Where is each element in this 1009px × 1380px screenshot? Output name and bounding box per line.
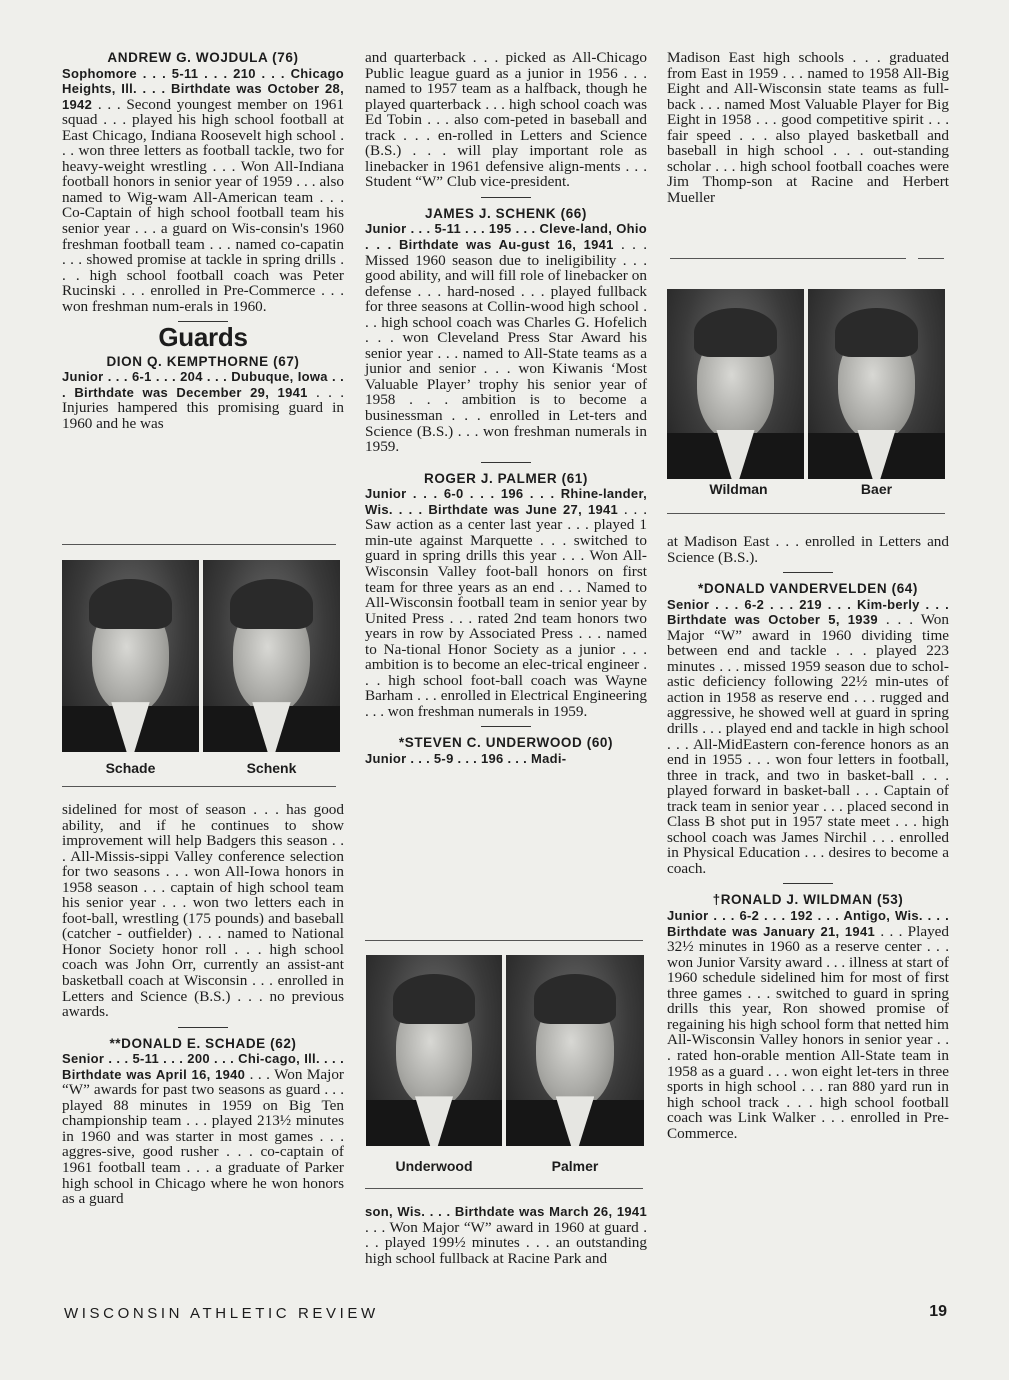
player-text-wildman: . . . Played 32½ minutes in 1960 as a reserve center . . . won Junior Varsity award . . . illness at start of 1960 schedule sidelined him for most of first three games . . . switched to guard in spring drills this year, Ron showed promise of regaining his high school form that netted him All-Wisconsin Valley honors in senior year . . . rated hon-orable mention All-State team in 1958 as a guard . . . won eight let-ters in three sports in high school . . . ran 880 yard run in high school track . . . high school football coach was Link Walker . . . enrolled in Pre-Commerce. xyxy=(667,922,950,1142)
player-bio-vandervelden xyxy=(667,597,949,877)
player-text-schade: . . . Won Major “W” awards for past two seasons as guard . . . played 88 minutes in 1959 on Big Ten championship team . . . played 213½ minutes in 1960 and was starter in most games . . . aggres-sive, good rusher . . . co-captain of 1961 football team . . . a graduate of Parker high school in Chicago where he won honors as a guard xyxy=(62,1065,344,1208)
player-bio-palmer xyxy=(365,486,647,719)
player-name-schenk: JAMES J. SCHENK (66) xyxy=(424,205,588,221)
column-2-lower xyxy=(365,1204,647,1266)
player-bio-kempthorne-a xyxy=(62,369,344,431)
player-text-palmer: . . . Saw action as a center last year . . . played 1 min-ute against Marquette . . . switched to guard in spring drills this year . . . Won All-Wisconsin Valley foot-ball honors on first team for three years as an end . . . Named to All-Wisconsin football team in senior year by United Press . . . rated 2nd team honors two years in row by Associated Press . . . named to Na-tional Honor Society as a junior . . . ambition is to become an elec-trical engineer . . . high school foot-ball coach was Wayne Barham . . . enrolled in Electrical Engineering . . . won freshman numerals in 1959. xyxy=(365,500,647,720)
player-text-schenk: . . . Missed 1960 season due to ineligibility . . . good ability, and will fill role of linebacker on defense . . . hard-nosed . . . played fullback for three seasons at Collin-wood high school . . . high school coach was Charles G. Hofelich . . . won Cleveland Press Star Award his senior year . . . named to All-State teams as a junior and senior . . . won Kiwanis ‘Most Valuable Player’ trophy his senior year of 1958 . . . ambition is to become a businessman . . . enrolled in Let-ters and Science (B.S.) . . . won freshman numerals in 1959. xyxy=(365,236,648,456)
photo-rule-bottom xyxy=(667,513,945,514)
photo-rule-bottom xyxy=(365,1188,643,1189)
photo-wildman xyxy=(667,289,804,479)
player-text-kempthorne-a: . . . Injuries hampered this promising guard in 1960 and he was xyxy=(62,383,345,433)
player-vitals-underwood-a: Junior . . . 5-9 . . . 196 . . . Madi- xyxy=(365,750,567,766)
photo-schade xyxy=(62,560,199,752)
separator xyxy=(178,1027,228,1028)
player-text-underwood: . . . Won Major “W” award in 1960 at guard . . . played 199½ minutes . . . an outstanding high school fullback at Racine Park and xyxy=(365,1218,647,1267)
photo-underwood xyxy=(366,955,502,1146)
player-bio-wojdula xyxy=(62,66,344,315)
player-vitals-palmer: Junior . . . 6-0 . . . 196 . . . Rhine-lander, Wis. . . . Birthdate was June 27, 1941 xyxy=(365,486,647,517)
player-vitals-vandervelden: Senior . . . 6-2 . . . 219 . . . Kim-berly . . . Birthdate was October 5, 1939 xyxy=(667,596,949,628)
caption-palmer: Palmer xyxy=(551,1158,599,1174)
photo-baer xyxy=(808,289,945,479)
player-name-wildman: †RONALD J. WILDMAN (53) xyxy=(712,892,904,908)
player-name-palmer: ROGER J. PALMER (61) xyxy=(423,470,589,486)
player-bio-kempthorne-b: sidelined for most of season . . . has good ability, and if he continues to show improvement will help Badgers this season . . . All-Missis-sippi Valley conference selection for two seasons . . . won All-Iowa honors in 1958 season . . . captain of high school team his senior year . . . won two letters each in foot-ball, wrestling (175 pounds) and baseball (catcher - outfielder) . . . named to National Honor Society honor roll . . . high school coach was John Orr, currently an assist-ant basketball coach at Wisconsin . . . enrolled in Letters and Science (B.S.) . . . no previous awards. xyxy=(62,801,344,1021)
player-text-vandervelden: . . . Won Major “W” award in 1960 dividing time between end and tackle . . . played 223 minutes . . . missed 1959 season due to schol-astic deficiency following 22½ min-utes of action in 1958 as reserve end . . . rugged and aggressive, he showed well at guard in spring drills . . . played end and tackle in high school . . . All-MidEastern con-ference honors as an end in 1955 . . . won four letters in football, three in track, and two in basket-ball . . . played forward in basket-ball . . . Captain of track team in senior year . . . placed second in Class B shot put in 1957 state meet . . . high school coach was James Nirchil . . . enrolled in Physical Education . . . desires to become a coach. xyxy=(667,611,949,877)
player-name-wojdula: ANDREW G. WOJDULA (76) xyxy=(107,50,299,65)
player-bio-underwood-cont-a: Madison East high schools . . . graduated from East in 1959 . . . named to 1958 All-Big Eight and All-Wisconsin state teams as full-back . . . named Most Valuable Player for Big Eight in 1958 . . . good competitive spirit . . . fair speed . . . also played basketball and baseball in high school . . . out-standing scholar . . . high school football coaches were Jim Thomp-son at Racine and Herbert Mueller xyxy=(667,49,949,206)
caption-baer: Baer xyxy=(860,481,893,497)
player-vitals-wildman: Junior . . . 6-2 . . . 192 . . . Antigo, Wis. . . . Birthdate was January 21, 1941 xyxy=(667,908,949,939)
player-text-wojdula: . . . Second youngest member on 1961 squad . . . played his high school football at East Chicago, Indiana Roosevelt high school . . . won three letters as football tackle, two for heavy-weight wrestling . . . Won All-Indiana football honors in senior year of 1959 . . . also named to Wig-wam All-American team . . . Co-Captain of high school football team his senior year . . . a guard on Wis-consin's 1960 freshman football team . . . named co-capatin . . . showed promise at tackle in spring drills . . . high school football coach was Peter Rucinski . . . enrolled in Pre-Commerce . . . won freshman num-erals in 1960. xyxy=(62,95,344,315)
caption-wildman: Wildman xyxy=(709,481,768,497)
photo-palmer xyxy=(506,955,644,1146)
player-bio-schade xyxy=(62,1051,344,1206)
photo-rule-top xyxy=(670,258,906,259)
player-bio-wildman xyxy=(667,908,949,1141)
separator xyxy=(481,726,531,727)
player-vitals-wojdula: Sophomore . . . 5-11 . . . 210 . . . Chicago Heights, Ill. . . . Birthdate was October 28, 1942 xyxy=(62,65,344,112)
photo-rule-top-short xyxy=(918,258,944,259)
player-name-underwood: *STEVEN C. UNDERWOOD (60) xyxy=(398,735,614,751)
photo-rule-bottom xyxy=(62,786,336,787)
player-bio-underwood-cont-b: at Madison East . . . enrolled in Letters and Science (B.S.). xyxy=(667,533,949,566)
publication-title: WISCONSIN ATHLETIC REVIEW xyxy=(64,1305,379,1322)
page-number: 19 xyxy=(929,1303,947,1320)
column-1 xyxy=(62,50,344,432)
caption-schade: Schade xyxy=(105,760,156,776)
separator xyxy=(783,883,833,884)
separator xyxy=(481,197,531,198)
player-name-schade: **DONALD E. SCHADE (62) xyxy=(109,1035,297,1051)
player-name-vandervelden: *DONALD VANDERVELDEN (64) xyxy=(697,581,919,597)
player-name-kempthorne: DION Q. KEMPTHORNE (67) xyxy=(106,353,300,369)
player-vitals-kempthorne: Junior . . . 6-1 . . . 204 . . . Dubuque, Iowa . . . Birthdate was December 29, 1941 xyxy=(62,369,344,400)
player-vitals-schade: Senior . . . 5-11 . . . 200 . . . Chi-cago, Ill. . . . Birthdate was April 16, 1940 xyxy=(62,1051,344,1082)
photo-schenk xyxy=(203,560,340,752)
column-3-lower xyxy=(667,534,949,1141)
player-vitals-underwood-b: son, Wis. . . . Birthdate was March 26, 1941 xyxy=(365,1204,647,1219)
separator xyxy=(481,462,531,463)
caption-schenk: Schenk xyxy=(246,760,297,776)
player-vitals-schenk: Junior . . . 5-11 . . . 195 . . . Cleve-land, Ohio . . . Birthdate was Au-gust 16, 1941 xyxy=(365,221,647,253)
photo-rule-top xyxy=(62,544,336,545)
caption-underwood: Underwood xyxy=(395,1158,473,1174)
player-bio-schade-cont: and quarterback . . . picked as All-Chicago Public league guard as a junior in 1956 . . . named to 1957 team as a halfback, though he played quarterback . . . high school coach was Ed Tobin . . . also com-peted in baseball and track . . . en-rolled in Letters and Science (B.S.) . . . will play important role as linebacker in 1961 defensive align-ments . . . Student “W” Club vice-president. xyxy=(365,49,647,191)
column-2 xyxy=(365,50,647,767)
column-1-lower xyxy=(62,802,344,1207)
player-bio-schenk xyxy=(365,221,647,454)
column-3 xyxy=(667,50,949,205)
section-heading: Guards xyxy=(158,322,248,353)
photo-rule-top xyxy=(365,940,643,941)
separator xyxy=(783,572,833,573)
player-bio-underwood xyxy=(365,1204,647,1266)
